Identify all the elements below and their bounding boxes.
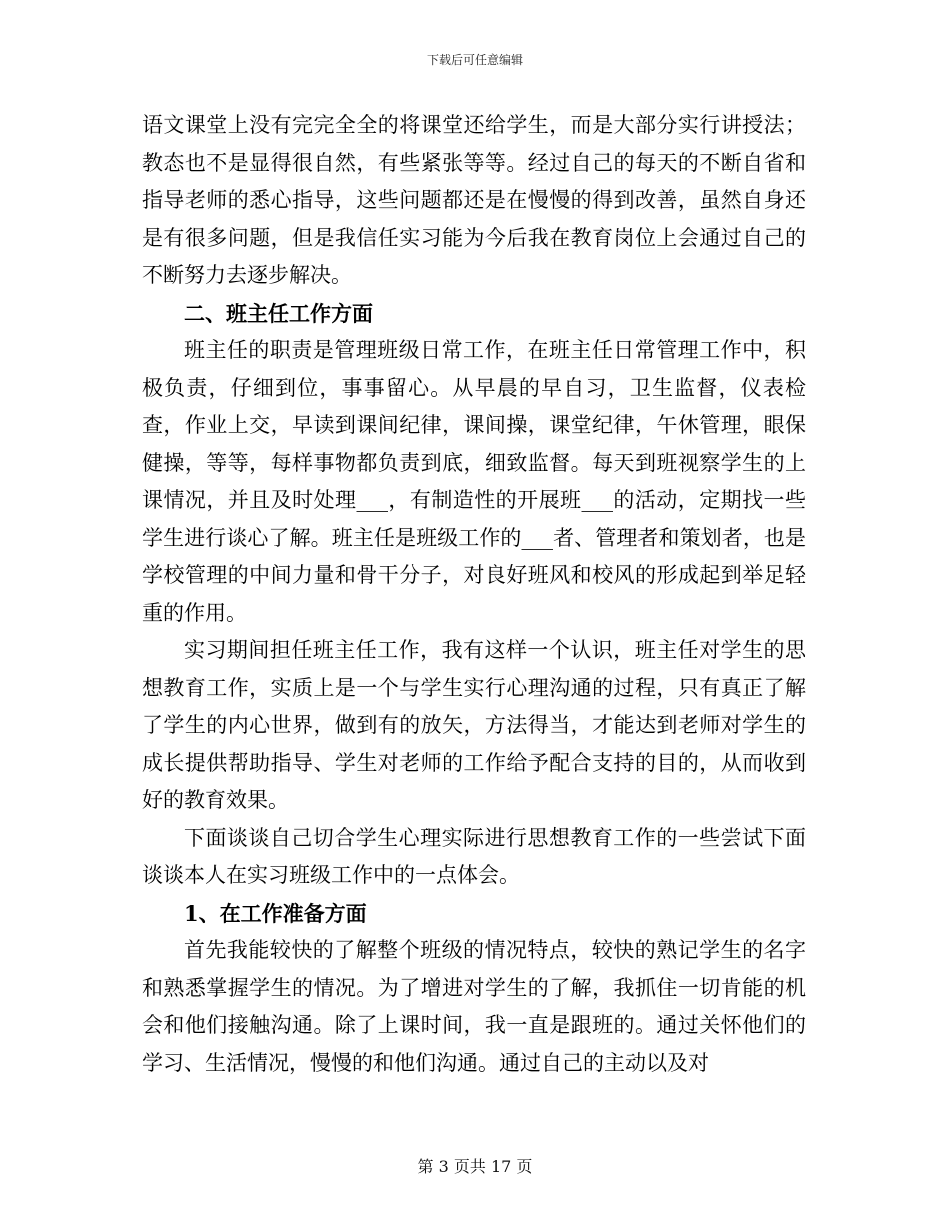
page-number: 第 3 页共 17 页 [417,1157,533,1176]
paragraph-continued: 语文课堂上没有完完全全的将课堂还给学生，而是大部分实行讲授法；教态也不是显得很自然，有些紧张等等。经过自己的每天的不断自省和指导老师的悉心指导，这些问题都还是在慢慢的得到改善，虽然自身还是有很多问题，但是我信任实习能为今后我在教育岗位上会通过自己的不断努力去逐步解决。 [142,113,806,287]
header-note: 下载后可任意编辑 [426,53,523,67]
paragraph-preparation: 首先我能较快的了解整个班级的情况特点，较快的熟记学生的名字和熟悉掌握学生的情况。为了增进对学生的了解，我抓住一切肯能的机会和他们接触沟通。除了上课时间，我一直是跟班的。通过关怀他们的学习、生活情况，慢慢的和他们沟通。通过自己的主动以及对 [142,938,806,1075]
subsection-heading-preparation: 1、在工作准备方面 [184,900,367,926]
paragraph-internship-understanding: 实习期间担任班主任工作，我有这样一个认识，班主任对学生的思想教育工作，实质上是一个与学生实行心理沟通的过程，只有真正了解了学生的内心世界，做到有的放矢，方法得当，才能达到老师对学生的成长提供帮助指导、学生对老师的工作给予配合支持的目的，从而收到好的教育效果。 [142,638,806,812]
document-body [142,107,806,1082]
section-heading-class-teacher: 二、班主任工作方面 [184,300,373,326]
paragraph-class-teacher-duties: 班主任的职责是管理班级日常工作，在班主任日常管理工作中，积极负责，仔细到位，事事留心。从早晨的早自习，卫生监督，仪表检查，作业上交，早读到课间纪律，课间操，课堂纪律，午休管理，眼保健操，等等，每样事物都负责到底，细致监督。每天到班视察学生的上课情况，并且及时处理___，有制造性的开展班___的活动，定期找一些学生进行谈心了解。班主任是班级工作的___者、管理者和策划者，也是学校管理的中间力量和骨干分子，对良好班风和校风的形成起到举足轻重的作用。 [142,338,806,625]
paragraph-experience-intro: 下面谈谈自己切合学生心理实际进行思想教育工作的一些尝试下面谈谈本人在实习班级工作中的一点体会。 [142,825,806,887]
